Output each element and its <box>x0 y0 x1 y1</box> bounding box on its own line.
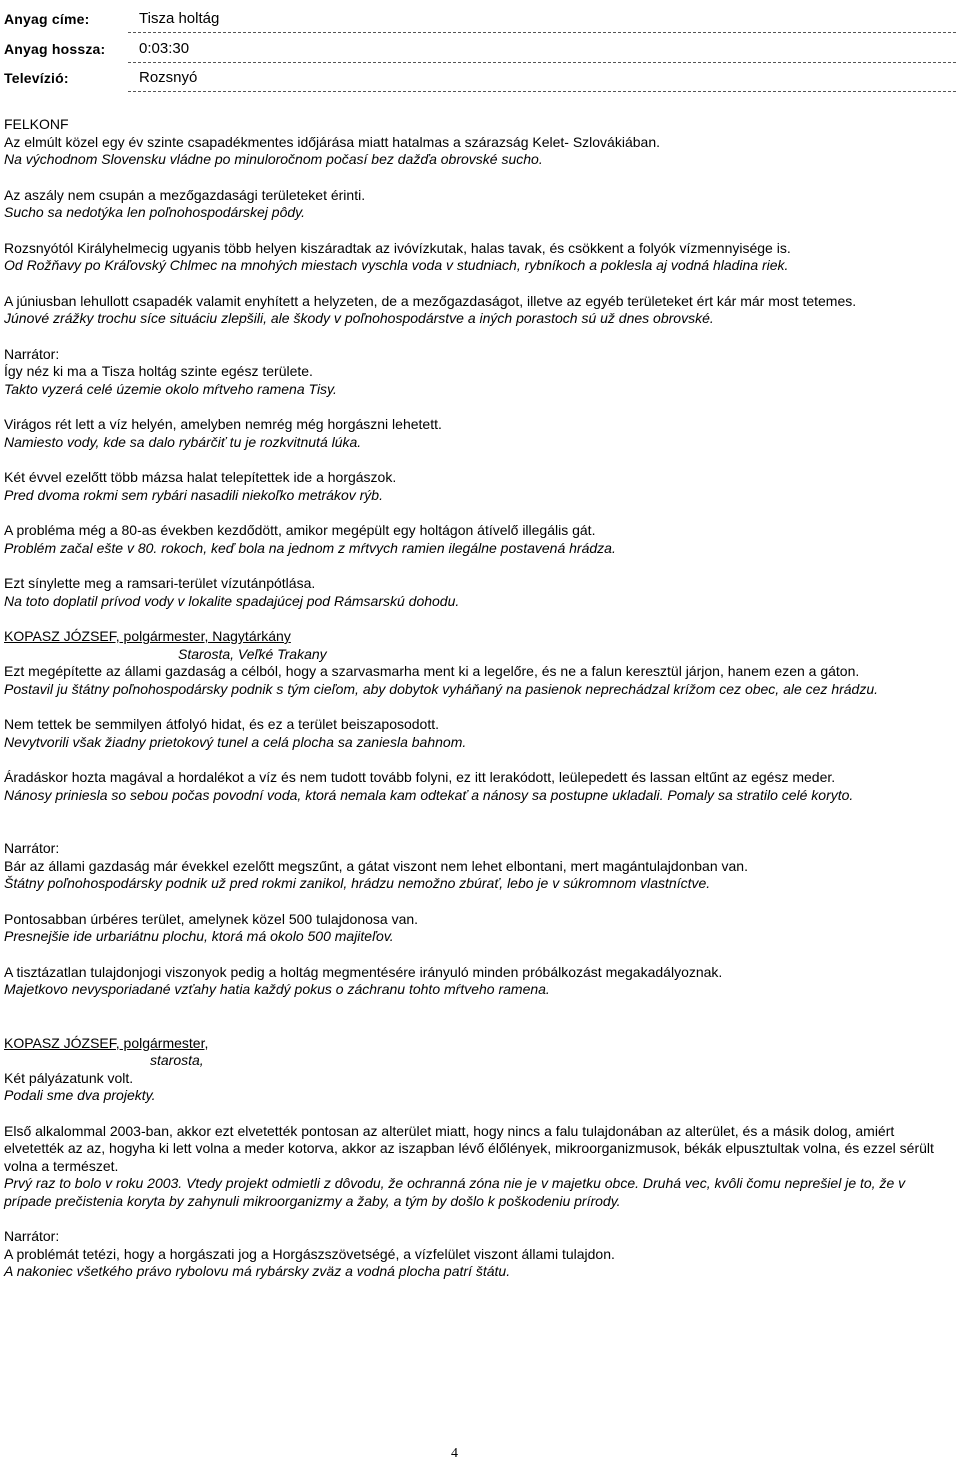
slovak-text: A nakoniec všetkého právo rybolovu má rybársky zväz a vodná plocha patrí štátu. <box>4 1263 511 1279</box>
paragraph <box>4 964 952 999</box>
slovak-text: Majetkovo nevysporiadané vzťahy hatia každý pokus o záchranu tohto mŕtveho ramena. <box>4 981 550 997</box>
paragraph <box>4 575 952 610</box>
slovak-text: Štátny poľnohospodársky podnik už pred rokmi zanikol, hrádzu nemožno zbúrať, lebo je v súkromnom vlastníctve. <box>4 875 711 891</box>
paragraph <box>4 116 952 134</box>
paragraph <box>4 240 952 275</box>
tv-value: Rozsnyó <box>139 69 198 86</box>
slovak-text: Nánosy priniesla so sebou počas povodní voda, ktorá nemala kam odtekať a nánosy sa postupne ukladali. Pomaly sa stratilo celé koryto. <box>4 786 854 803</box>
paragraph <box>4 911 952 946</box>
hungarian-text: Nem tettek be semmilyen átfolyó hidat, és ez a terület beiszaposodott. <box>4 716 440 732</box>
slovak-text: Takto vyzerá celé územie okolo mŕtveho ramena Tisy. <box>4 380 337 397</box>
paragraph <box>4 134 952 169</box>
header-row-title <box>4 9 956 31</box>
hungarian-text: A probléma még a 80-as években kezdődött, amikor megépült egy holtágon átívelő illegális gát. <box>4 522 596 538</box>
title-label: Anyag címe: <box>4 11 90 27</box>
hungarian-text: Ezt megépítette az állami gazdaság a célból, hogy a szarvasmarha ment ki a legelőre, és ne a falun keresztül járjon, hanem ezen a gáton. <box>4 663 860 679</box>
interviewee-title-sk: starosta, <box>150 1052 204 1068</box>
paragraph <box>4 187 952 222</box>
hungarian-text: Ezt sínylette meg a ramsari-terület vízutánpótlása. <box>4 575 316 591</box>
slovak-text: Problém začal ešte v 80. rokoch, keď bola na jednom z mŕtvych ramien ilegálne postavená hrádza. <box>4 539 616 556</box>
slovak-text: Od Rožňavy po Kráľovský Chlmec na mnohých miestach vyschla voda v studniach, rybníkoch a poklesla aj vodná hladina riek. <box>4 257 789 273</box>
slovak-text: Pred dvoma rokmi sem rybári nasadili niekoľko metrákov rýb. <box>4 486 383 503</box>
hungarian-text: Pontosabban úrbéres terület, amelynek közel 500 tulajdonosa van. <box>4 910 419 927</box>
paragraph <box>4 1123 952 1211</box>
interviewee-name: KOPASZ JÓZSEF, polgármester, <box>4 1034 209 1051</box>
paragraph <box>4 416 952 451</box>
paragraph <box>4 769 952 804</box>
paragraph <box>4 716 952 751</box>
hungarian-text: A problémát tetézi, hogy a horgászati jog a Horgászszövetségé, a vízfelület viszont állami tulajdon. <box>4 1245 615 1262</box>
hungarian-text: Két pályázatunk volt. <box>4 1069 134 1086</box>
transcript-body <box>4 116 952 1299</box>
interviewee-name: KOPASZ JÓZSEF, polgármester, Nagytárkány <box>4 628 291 644</box>
slovak-text: Nevytvorili však žiadny prietokový tunel a celá plocha sa zaniesla bahnom. <box>4 733 467 750</box>
section-label: FELKONF <box>4 116 69 132</box>
length-value: 0:03:30 <box>139 40 190 57</box>
slovak-text: Podali sme dva projekty. <box>4 1087 156 1103</box>
header-divider <box>128 32 956 33</box>
hungarian-text: A júniusban lehullott csapadék valamit enyhített a helyzeten, de a mezőgazdaságot, illetve az egyéb területeket ért kár már most tetemes. <box>4 292 857 309</box>
interviewee-title-sk: Starosta, Veľké Trakany <box>178 645 327 662</box>
hungarian-text: Bár az állami gazdaság már évekkel ezelőtt megszűnt, a gátat viszont nem lehet elbontani, mert magántulajdonban van. <box>4 857 748 874</box>
paragraph <box>4 293 952 328</box>
tv-label: Televízió: <box>4 70 69 86</box>
slovak-text: Sucho sa nedotýka len poľnohospodárskej pôdy. <box>4 204 305 220</box>
hungarian-text: Rozsnyótól Királyhelmecig ugyanis több helyen kiszáradtak az ivóvízkutak, halas tavak, és csökkent a folyók vízmennyisége is. <box>4 239 791 256</box>
length-label: Anyag hossza: <box>4 41 106 57</box>
hungarian-text: Így néz ki ma a Tisza holtág szinte egész területe. <box>4 363 313 379</box>
paragraph <box>4 1035 952 1105</box>
paragraph <box>4 469 952 504</box>
title-value: Tisza holtág <box>139 10 220 27</box>
paragraph <box>4 522 952 557</box>
slovak-text: Na toto doplatil prívod vody v lokalite spadajúcej pod Rámsarskú dohodu. <box>4 592 460 609</box>
slovak-text: Postavil ju štátny poľnohospodársky podnik s tým cieľom, aby dobytok vyháňaný na pasienok neprechádzal krížom cez obec, ale cez hrádzu. <box>4 680 879 697</box>
speaker-label: Narrátor: <box>4 840 60 856</box>
hungarian-text: Az aszály nem csupán a mezőgazdasági területeket érinti. <box>4 186 366 203</box>
paragraph <box>4 346 952 399</box>
paragraph <box>4 628 952 698</box>
header-divider <box>128 91 956 92</box>
header-row-length <box>4 38 956 60</box>
slovak-text: Prvý raz to bolo v roku 2003. Vtedy projekt odmietli z dôvodu, že ochranná zóna nie je v majetku obce. Druhá vec, kvôli čomu neprešiel je to, že v prípade prečistenia koryta by zahynuli mikroorganizmy a žaby, a tým by došlo k poškodeniu prírody. <box>4 1175 906 1209</box>
speaker-label: Narrátor: <box>4 1228 60 1244</box>
hungarian-text: Két évvel ezelőtt több mázsa halat telepítettek ide a horgászok. <box>4 469 397 485</box>
speaker-label: Narrátor: <box>4 345 60 362</box>
paragraph <box>4 1228 952 1281</box>
hungarian-text: Áradáskor hozta magával a hordalékot a víz és nem tudott tovább folyni, ez itt lerakódott, leülepedett és lassan eltűnt az egész meder. <box>4 769 836 785</box>
hungarian-text: Az elmúlt közel egy év szinte csapadékmentes időjárása miatt hatalmas a szárazság Kelet- Szlovákiában. <box>4 133 660 150</box>
slovak-text: Namiesto vody, kde sa dalo rybárčiť tu je rozkvitnutá lúka. <box>4 433 362 450</box>
hungarian-text: Első alkalommal 2003-ban, akkor ezt elvetették pontosan az alterület miatt, hogy nincs a falu tulajdonában az alterület, és a másik dolog, amiért elvetették az az, hogyha ki lett volna a meder kotorva, akkor az iszapban lévő élőlények, mikroorganizmusok, békák elpusztultak volna, és ezzel sérült volna a természet. <box>4 1122 934 1174</box>
slovak-text: Na východnom Slovensku vládne po minuloročnom počasí bez dažďa obrovské sucho. <box>4 151 543 167</box>
header-row-tv <box>4 67 956 89</box>
slovak-text: Júnové zrážky trochu síce situáciu zlepšili, ale škody v poľnohospodárstve a iných porastoch sú už dnes obrovské. <box>4 310 714 326</box>
page-number: 4 <box>451 1446 458 1461</box>
slovak-text: Presnejšie ide urbariátnu plochu, ktorá má okolo 500 majiteľov. <box>4 928 394 944</box>
header-divider <box>128 62 956 63</box>
hungarian-text: A tisztázatlan tulajdonjogi viszonyok pedig a holtág megmentésére irányuló minden próbálkozást megakadályoznak. <box>4 963 723 980</box>
hungarian-text: Virágos rét lett a víz helyén, amelyben nemrég még horgászni lehetett. <box>4 416 442 432</box>
paragraph <box>4 840 952 893</box>
